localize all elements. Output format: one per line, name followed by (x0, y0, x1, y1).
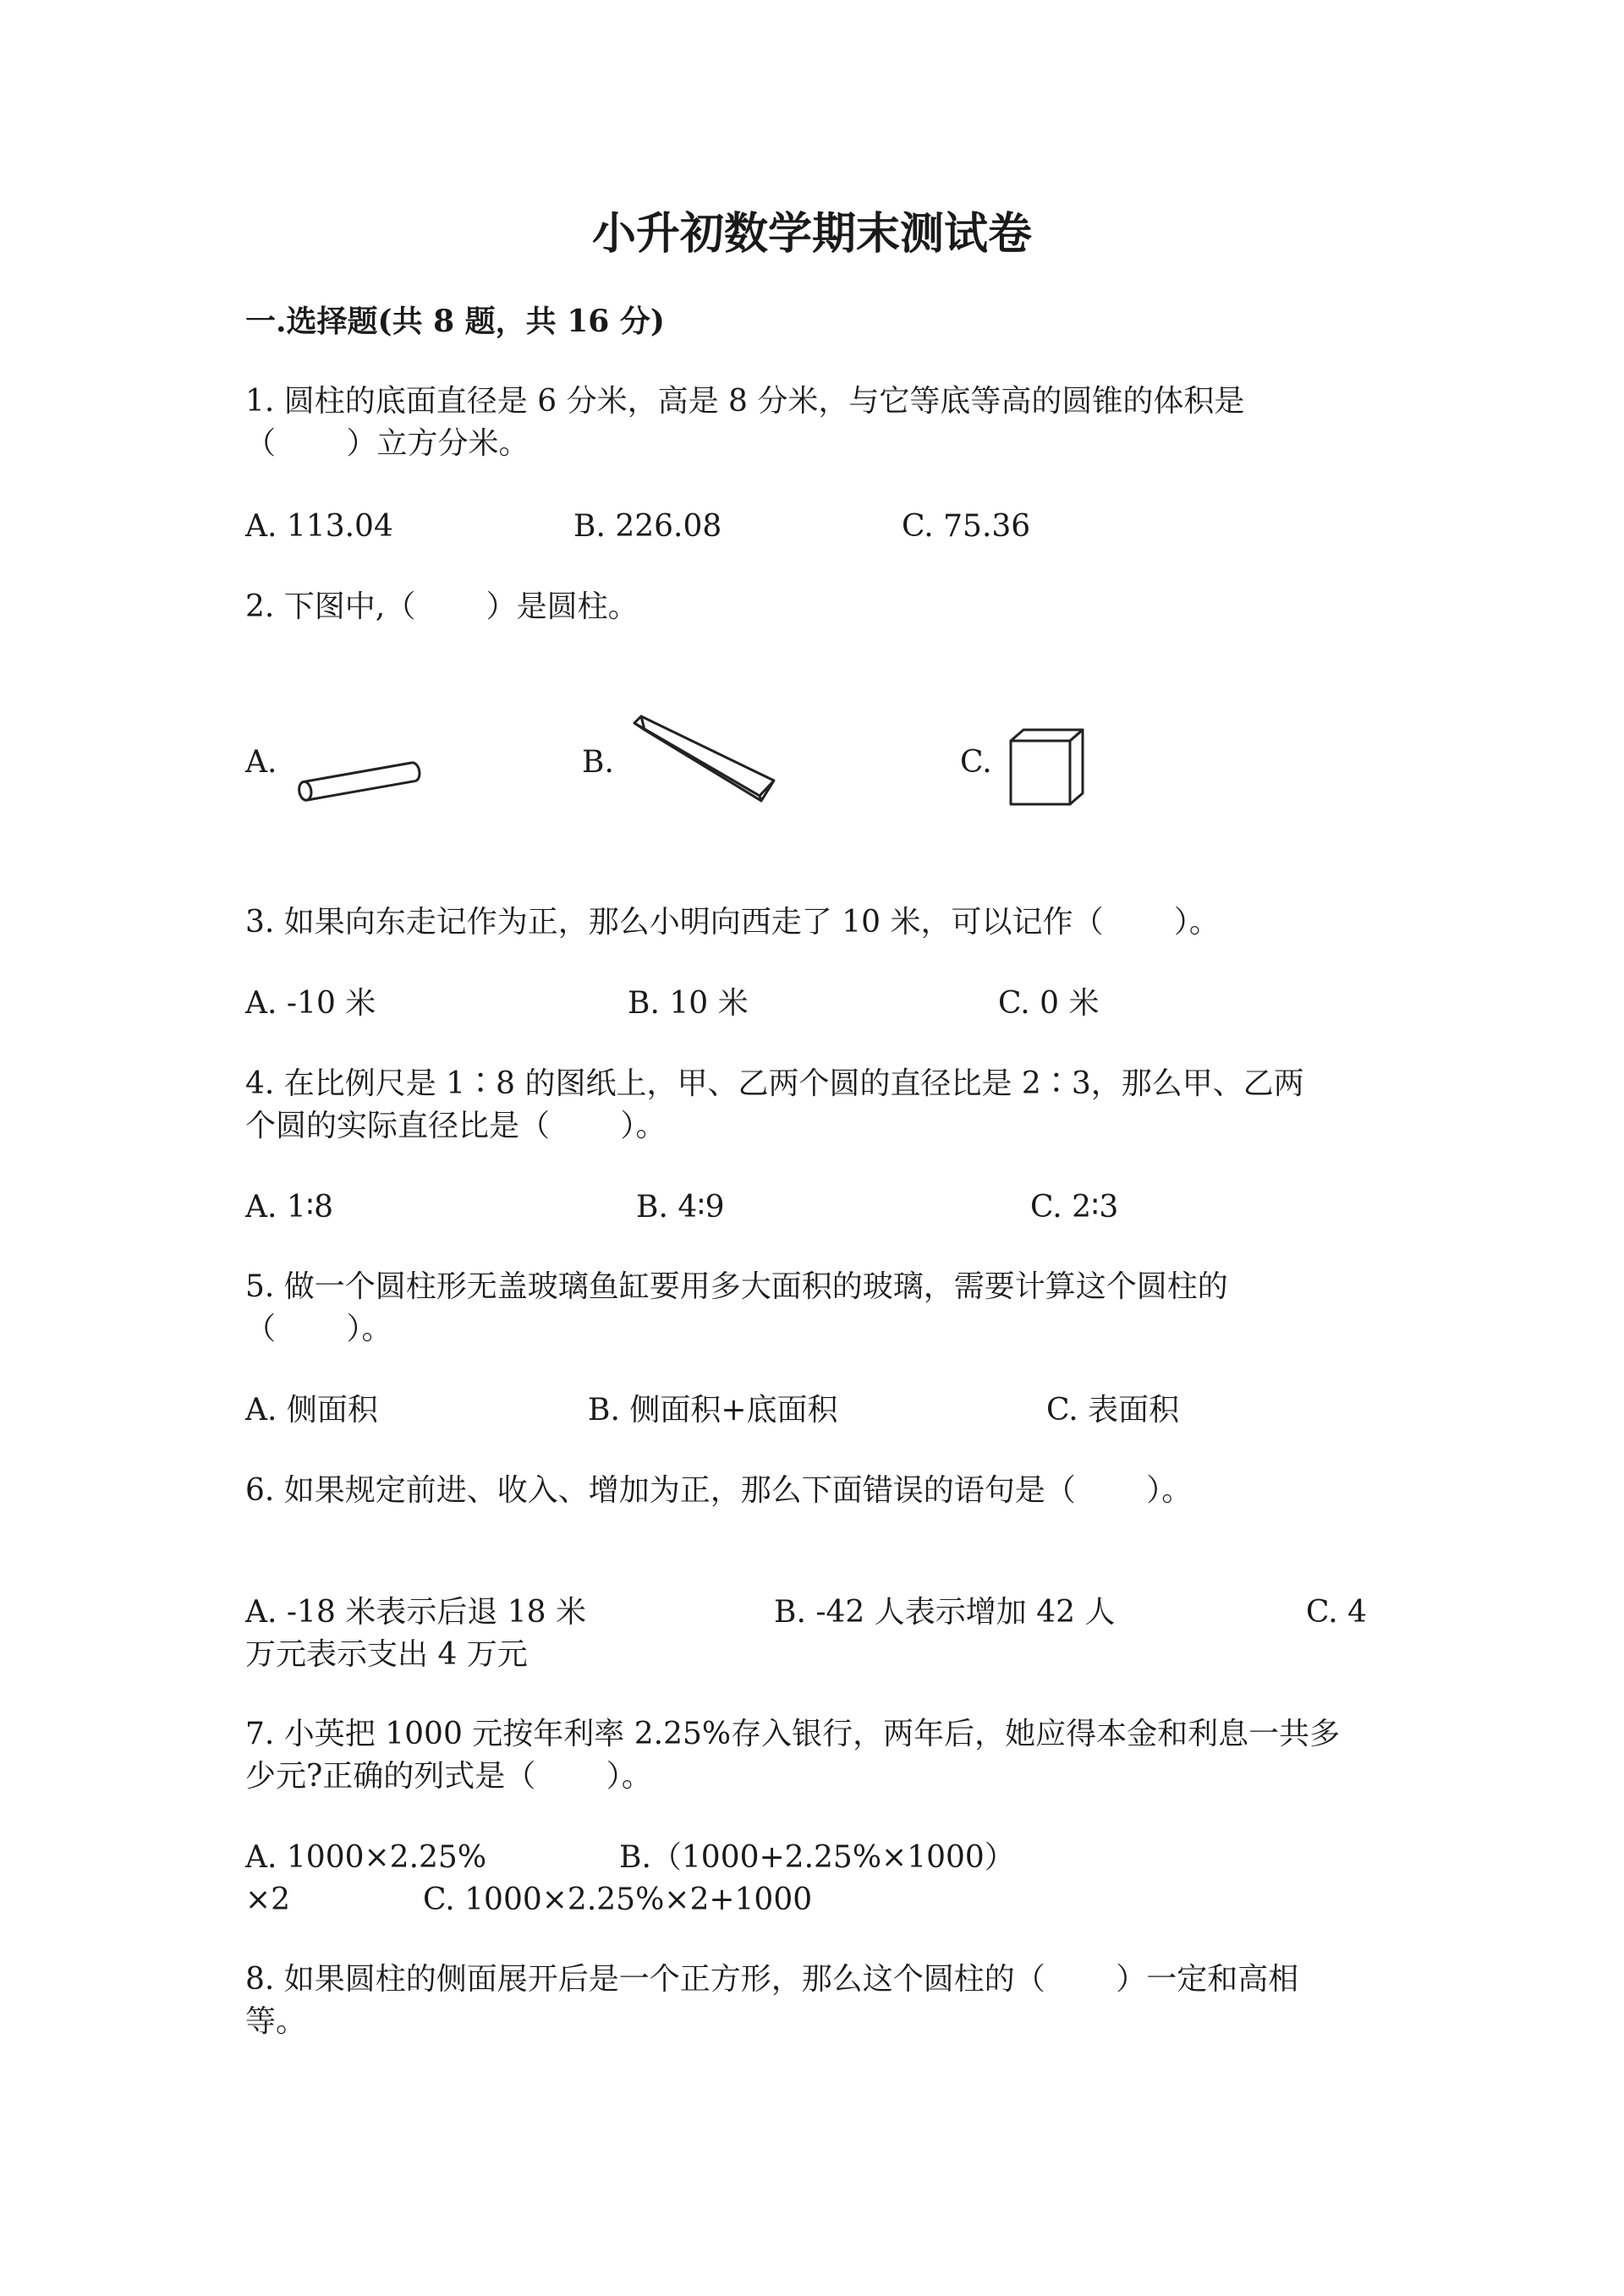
question-6-option-c-continued: 万元表示支出 4 万元 (245, 1637, 528, 1672)
question-2-option-c[interactable]: C. (960, 745, 992, 780)
question-5-line-1: 5. 做一个圆柱形无盖玻璃鱼缸要用多大面积的玻璃，需要计算这个圆柱的 (245, 1269, 1228, 1304)
question-7-option-b[interactable]: B.（1000+2.25%×1000） (619, 1840, 1015, 1875)
question-6-option-c[interactable]: C. 4 (1306, 1595, 1368, 1630)
question-5-option-c[interactable]: C. 表面积 (1046, 1393, 1180, 1427)
exam-title: 小升初数学期末测试卷 (591, 208, 1032, 260)
question-3-option-c[interactable]: C. 0 米 (998, 986, 1100, 1021)
question-6-line-1: 6. 如果规定前进、收入、增加为正，那么下面错误的语句是（ ）。 (245, 1473, 1193, 1508)
question-5-option-a[interactable]: A. 侧面积 (245, 1393, 378, 1427)
question-4-option-a[interactable]: A. 1∶8 (245, 1190, 334, 1225)
question-1-line-1: 1. 圆柱的底面直径是 6 分米，高是 8 分米，与它等底等高的圆锥的体积是 (245, 384, 1245, 419)
question-7-line-2: 少元?正确的列式是（ ）。 (245, 1759, 652, 1794)
question-7-option-c[interactable]: C. 1000×2.25%×2+1000 (423, 1882, 813, 1917)
question-1-option-c[interactable]: C. 75.36 (902, 509, 1031, 544)
question-1-option-b[interactable]: B. 226.08 (573, 509, 722, 544)
question-1-option-a[interactable]: A. 113.04 (245, 509, 393, 544)
question-2-line-1: 2. 下图中,（ ）是圆柱。 (245, 589, 639, 624)
question-7-option-a[interactable]: A. 1000×2.25% (245, 1840, 487, 1875)
section-heading: 一.选择题(共 8 题，共 16 分) (245, 304, 665, 339)
cylinder-figure (296, 757, 423, 808)
triangular-prism-figure (626, 715, 778, 812)
question-8-line-2: 等。 (245, 2004, 307, 2039)
question-3-option-b[interactable]: B. 10 米 (628, 986, 749, 1021)
question-3-line-1: 3. 如果向东走记作为正，那么小明向西走了 10 米，可以记作（ ）。 (245, 905, 1220, 940)
question-6-option-a[interactable]: A. -18 米表示后退 18 米 (245, 1595, 586, 1630)
cube-figure (1007, 726, 1087, 810)
question-6-option-b[interactable]: B. -42 人表示增加 42 人 (774, 1595, 1116, 1630)
question-4-line-2: 个圆的实际直径比是（ ）。 (245, 1109, 667, 1143)
question-7-option-b-continued: ×2 (245, 1882, 291, 1917)
question-4-line-1: 4. 在比例尺是 1∶8 的图纸上，甲、乙两个圆的直径比是 2∶3，那么甲、乙两 (245, 1066, 1304, 1101)
question-4-option-b[interactable]: B. 4∶9 (636, 1190, 725, 1225)
question-7-line-1: 7. 小英把 1000 元按年利率 2.25%存入银行，两年后，她应得本金和利息一共多 (245, 1717, 1341, 1751)
question-1-line-2: （ ）立方分米。 (245, 426, 529, 461)
question-8-line-1: 8. 如果圆柱的侧面展开后是一个正方形，那么这个圆柱的（ ）一定和高相 (245, 1962, 1299, 1997)
question-2-option-b[interactable]: B. (582, 745, 614, 780)
question-2-option-a[interactable]: A. (245, 745, 277, 780)
question-3-option-a[interactable]: A. -10 米 (245, 986, 376, 1021)
question-5-option-b[interactable]: B. 侧面积+底面积 (588, 1393, 838, 1427)
question-5-line-2: （ ）。 (245, 1312, 392, 1346)
question-4-option-c[interactable]: C. 2∶3 (1030, 1190, 1119, 1225)
